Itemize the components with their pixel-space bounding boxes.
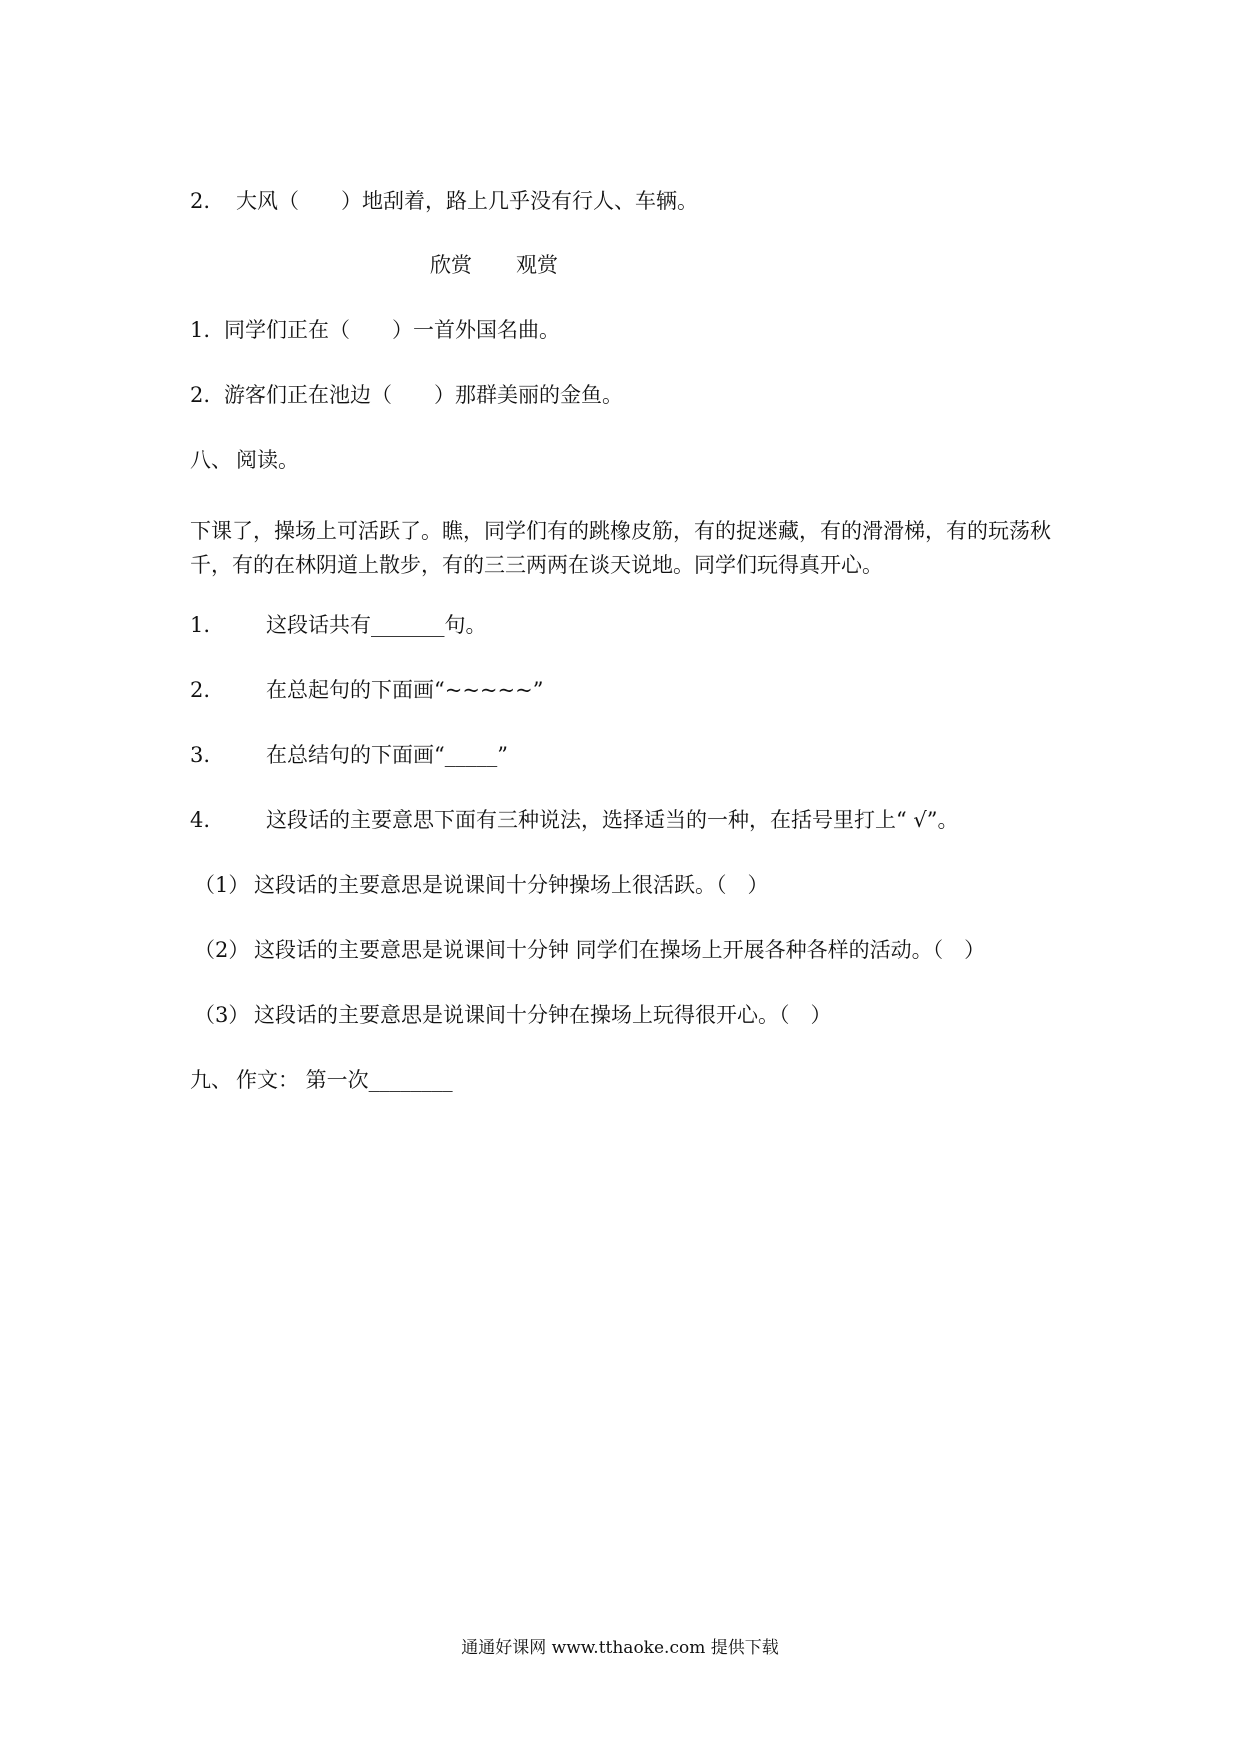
question-number: 3. [190,743,211,767]
section-heading-composition [190,1068,453,1092]
word-choice-1: 欣赏 [430,253,472,277]
question-text: 这段话的主要意思下面有三种说法，选择适当的一种，在括号里打上“ √”。 [266,808,959,832]
section-title: 阅读。 [236,448,299,472]
question-text: 在总结句的下面画“_____” [266,743,508,767]
item-number: 2. [190,189,211,213]
question-3 [190,743,508,767]
answer-option-3 [194,1003,832,1027]
question-number: 1. [190,613,211,637]
reading-passage: 下课了，操场上可活跃了。瞧，同学们有的跳橡皮筋，有的捉迷藏，有的滑滑梯，有的玩荡秋千，有的在林阴道上散步，有的三三两两在谈天说地。同学们玩得真开心。 [190,519,1051,577]
section-title: 作文： 第一次________ [236,1068,453,1092]
item-number: 1. [190,318,211,342]
question-text: 这段话共有_______句。 [266,613,487,637]
item-text: 游客们正在池边（ ）那群美丽的金鱼。 [224,383,623,407]
option-text: 这段话的主要意思是说课间十分钟在操场上玩得很开心。（ ） [254,1003,832,1027]
question-4 [190,808,959,832]
question-number: 2. [190,678,211,702]
word-choice-2: 观赏 [516,253,558,277]
option-text: 这段话的主要意思是说课间十分钟 同学们在操场上开展各种各样的活动。（ ） [254,938,986,962]
section-number: 九、 [190,1068,232,1092]
option-number: （2） [194,938,250,962]
fill-blank-sentence-1 [190,318,560,342]
fill-blank-item-2 [190,189,698,213]
answer-option-2 [194,938,985,962]
question-1 [190,613,487,637]
question-number: 4. [190,808,211,832]
section-heading-reading [190,448,299,472]
option-text: 这段话的主要意思是说课间十分钟操场上很活跃。（ ） [254,873,769,897]
item-text: 大风（ ）地刮着，路上几乎没有行人、车辆。 [236,189,698,213]
page-footer: 通通好课网 www.tthaoke.com 提供下载 [461,1638,779,1658]
item-text: 同学们正在（ ）一首外国名曲。 [224,318,560,342]
section-number: 八、 [190,448,232,472]
option-number: （1） [194,873,250,897]
item-number: 2. [190,383,211,407]
option-number: （3） [194,1003,250,1027]
question-2 [190,678,543,702]
fill-blank-sentence-2 [190,383,623,407]
word-choices [430,253,558,277]
question-text: 在总起句的下面画“~~~~~” [266,678,544,702]
answer-option-1 [194,873,769,897]
